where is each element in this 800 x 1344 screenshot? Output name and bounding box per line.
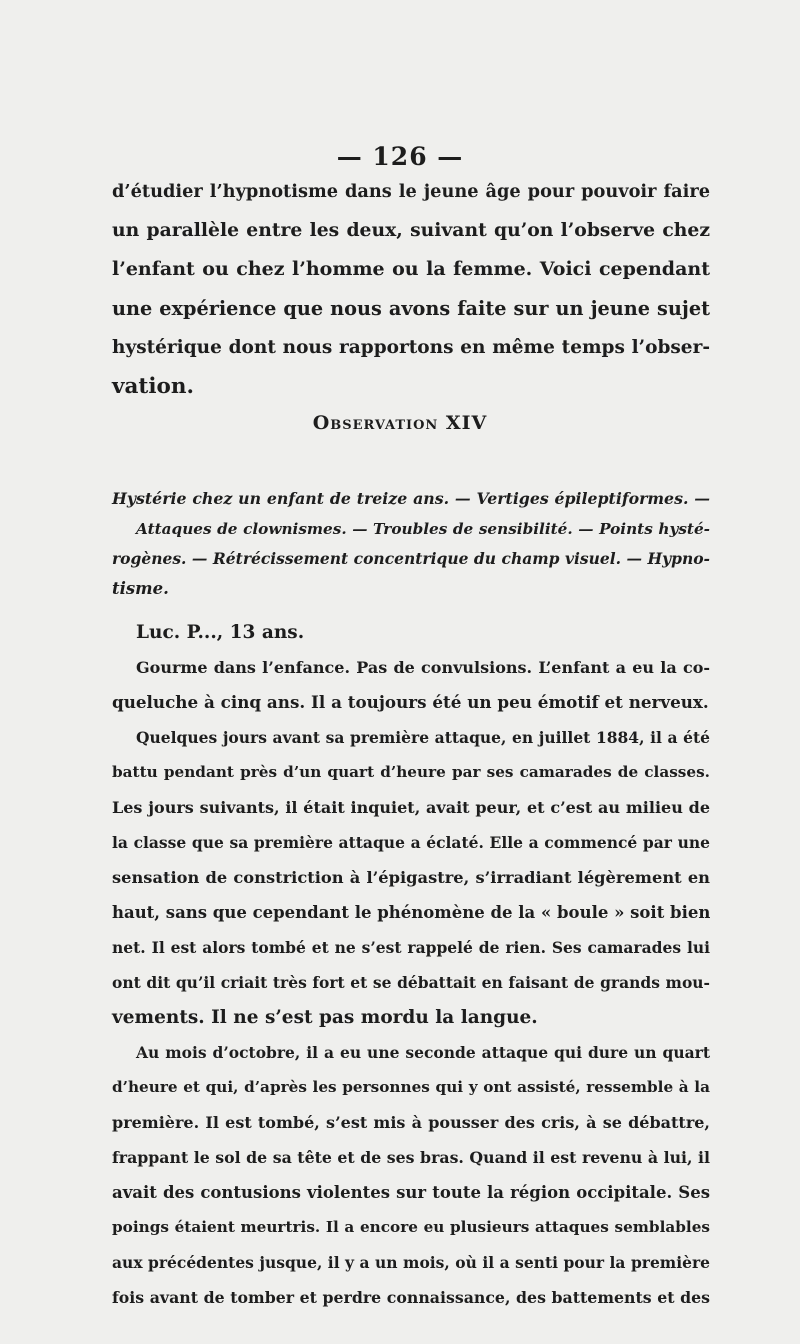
body-line: battu pendant près d’un quart d’heure par ses camarades de classes. — [112, 763, 710, 781]
body-line: queluche à cinq ans. Il a toujours été un peu émotif et nerveux. — [112, 692, 709, 712]
body-line: frappant le sol de sa tête et de ses bras. Quand il est revenu à lui, il — [112, 1148, 710, 1167]
body-line: fois avant de tomber et perdre connaissance, des battements et des — [112, 1288, 710, 1307]
body-line: poings étaient meurtris. Il a encore eu plusieurs attaques semblables — [112, 1218, 710, 1236]
summary-line: tisme. — [112, 579, 169, 598]
body-line: ont dit qu’il criait très fort et se débattait en faisant de grands mou- — [112, 973, 710, 992]
body-line: Luc. P..., 13 ans. — [136, 622, 305, 643]
intro-line: un parallèle entre les deux, suivant qu’on l’observe chez — [112, 219, 710, 241]
body-line: aux précédentes jusque, il y a un mois, où il a senti pour la première — [112, 1253, 710, 1272]
body-line: avait des contusions violentes sur toute la région occipitale. Ses — [112, 1183, 710, 1202]
intro-line: hystérique dont nous rapportons en même temps l’obser- — [112, 337, 710, 358]
page-number: — 126 — — [336, 142, 464, 171]
body-line: vements. Il ne s’est pas mordu la langue. — [112, 1007, 538, 1028]
intro-line: une expérience que nous avons faite sur un jeune sujet — [112, 297, 710, 320]
intro-paragraph — [112, 172, 710, 406]
body-line: Quelques jours avant sa première attaque, en juillet 1884, il a été — [136, 728, 710, 747]
observation-title: Observation XIV — [312, 412, 488, 434]
body-line: Au mois d’octobre, il a eu une seconde attaque qui dure un quart — [136, 1043, 710, 1062]
body-line: net. Il est alors tombé et ne s’est rappelé de rien. Ses camarades lui — [112, 938, 710, 957]
body-line: la classe que sa première attaque a éclaté. Elle a commencé par une — [112, 833, 710, 852]
observation-summary — [112, 484, 710, 604]
observation-body — [112, 615, 710, 1315]
body-line: Gourme dans l’enfance. Pas de convulsions. L’enfant a eu la co- — [136, 658, 710, 677]
body-line: Les jours suivants, il était inquiet, avait peur, et c’est au milieu de — [112, 798, 710, 817]
body-line: haut, sans que cependant le phénomène de la « boule » soit bien — [112, 903, 711, 922]
intro-line: d’étudier l’hypnotisme dans le jeune âge pour pouvoir faire — [112, 181, 710, 202]
summary-line: Attaques de clownismes. — Troubles de sensibilité. — Points hysté- — [136, 520, 710, 538]
summary-line: rogènes. — Rétrécissement concentrique du champ visuel. — Hypno- — [112, 549, 710, 568]
body-line: sensation de constriction à l’épigastre, s’irradiant légèrement en — [112, 868, 710, 887]
body-line: d’heure et qui, d’après les personnes qui y ont assisté, ressemble à la — [112, 1078, 710, 1096]
body-line: première. Il est tombé, s’est mis à pousser des cris, à se débattre, — [112, 1113, 710, 1132]
summary-line: Hystérie chez un enfant de treize ans. — Vertiges épileptiformes. — — [112, 489, 710, 508]
intro-line: l’enfant ou chez l’homme ou la femme. Voici cependant — [112, 258, 710, 280]
intro-line: vation. — [112, 374, 194, 399]
